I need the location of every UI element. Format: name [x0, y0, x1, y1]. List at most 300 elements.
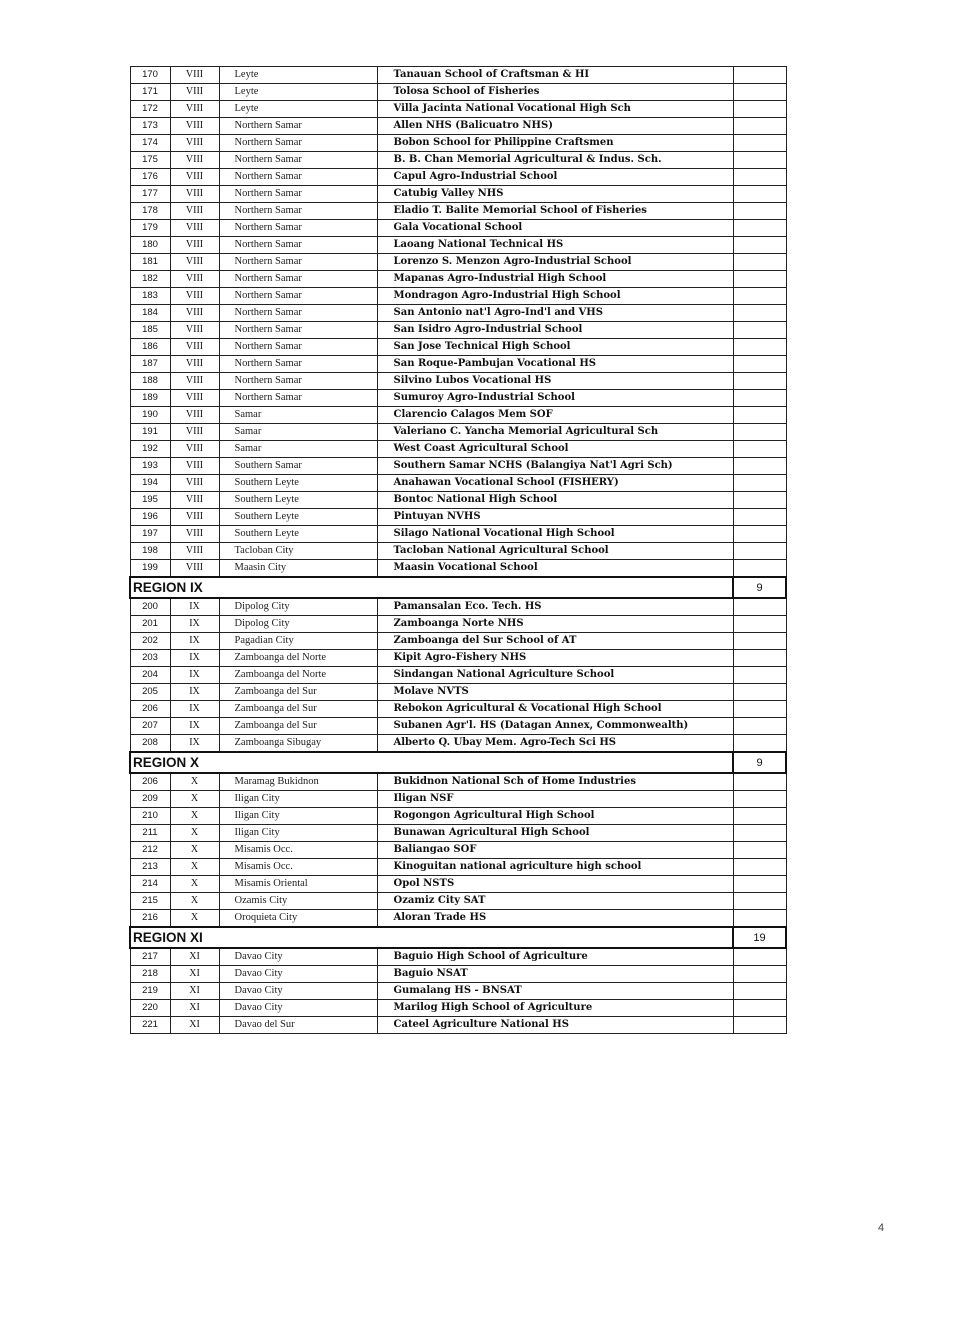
- table-row: [130, 254, 786, 271]
- remarks-cell: [733, 101, 786, 118]
- table-row: [130, 598, 786, 616]
- row-number: 200: [130, 598, 170, 616]
- table-row: [130, 735, 786, 753]
- row-number: 218: [130, 966, 170, 983]
- table-row: [130, 152, 786, 169]
- table-row: [130, 271, 786, 288]
- remarks-cell: [733, 322, 786, 339]
- school-name: Baguio High School of Agriculture: [377, 948, 733, 966]
- school-name: Kinoguitan national agriculture high school: [377, 859, 733, 876]
- row-number: 190: [130, 407, 170, 424]
- remarks-cell: [733, 135, 786, 152]
- region-code: VIII: [170, 152, 219, 169]
- row-number: 221: [130, 1017, 170, 1034]
- remarks-cell: [733, 67, 786, 84]
- table-row: [130, 948, 786, 966]
- division-name: Iligan City: [219, 791, 377, 808]
- row-number: 189: [130, 390, 170, 407]
- remarks-cell: [733, 237, 786, 254]
- row-number: 178: [130, 203, 170, 220]
- remarks-cell: [733, 339, 786, 356]
- table-row: [130, 101, 786, 118]
- remarks-cell: [733, 509, 786, 526]
- row-number: 220: [130, 1000, 170, 1017]
- remarks-cell: [733, 859, 786, 876]
- table-row: [130, 186, 786, 203]
- region-code: X: [170, 859, 219, 876]
- region-code: VIII: [170, 458, 219, 475]
- table-row: [130, 842, 786, 859]
- school-name: Eladio T. Balite Memorial School of Fisheries: [377, 203, 733, 220]
- division-name: Davao del Sur: [219, 1017, 377, 1034]
- division-name: Tacloban City: [219, 543, 377, 560]
- region-code: XI: [170, 983, 219, 1000]
- remarks-cell: [733, 560, 786, 578]
- table-row: [130, 526, 786, 543]
- row-number: 171: [130, 84, 170, 101]
- school-name: Laoang National Technical HS: [377, 237, 733, 254]
- remarks-cell: [733, 718, 786, 735]
- region-code: IX: [170, 616, 219, 633]
- region-code: VIII: [170, 186, 219, 203]
- table-row: [130, 118, 786, 135]
- remarks-cell: [733, 526, 786, 543]
- division-name: Northern Samar: [219, 288, 377, 305]
- table-row: [130, 876, 786, 893]
- remarks-cell: [733, 650, 786, 667]
- school-name: Silago National Vocational High School: [377, 526, 733, 543]
- row-number: 212: [130, 842, 170, 859]
- remarks-cell: [733, 842, 786, 859]
- school-name: Aloran Trade HS: [377, 910, 733, 928]
- row-number: 191: [130, 424, 170, 441]
- table-row: [130, 492, 786, 509]
- division-name: Leyte: [219, 101, 377, 118]
- division-name: Ozamis City: [219, 893, 377, 910]
- region-code: VIII: [170, 441, 219, 458]
- region-code: VIII: [170, 220, 219, 237]
- school-name: Gala Vocational School: [377, 220, 733, 237]
- row-number: 213: [130, 859, 170, 876]
- region-code: IX: [170, 598, 219, 616]
- school-name: Anahawan Vocational School (FISHERY): [377, 475, 733, 492]
- table-row: [130, 356, 786, 373]
- row-number: 181: [130, 254, 170, 271]
- remarks-cell: [733, 684, 786, 701]
- division-name: Zamboanga Sibugay: [219, 735, 377, 753]
- remarks-cell: [733, 84, 786, 101]
- row-number: 172: [130, 101, 170, 118]
- division-name: Northern Samar: [219, 305, 377, 322]
- region-code: VIII: [170, 543, 219, 560]
- row-number: 201: [130, 616, 170, 633]
- school-name: Opol NSTS: [377, 876, 733, 893]
- table-row: [130, 910, 786, 928]
- region-code: X: [170, 910, 219, 928]
- row-number: 216: [130, 910, 170, 928]
- school-name: West Coast Agricultural School: [377, 441, 733, 458]
- remarks-cell: [733, 373, 786, 390]
- row-number: 184: [130, 305, 170, 322]
- school-name: Capul Agro-Industrial School: [377, 169, 733, 186]
- region-code: IX: [170, 633, 219, 650]
- region-header-row: [130, 752, 786, 773]
- remarks-cell: [733, 735, 786, 753]
- region-code: VIII: [170, 560, 219, 578]
- region-code: VIII: [170, 135, 219, 152]
- region-school-count: 9: [733, 752, 786, 773]
- region-code: IX: [170, 667, 219, 684]
- row-number: 207: [130, 718, 170, 735]
- region-code: X: [170, 808, 219, 825]
- region-code: X: [170, 773, 219, 791]
- region-code: X: [170, 825, 219, 842]
- division-name: Southern Leyte: [219, 509, 377, 526]
- remarks-cell: [733, 1017, 786, 1034]
- region-header-row: [130, 927, 786, 948]
- division-name: Maasin City: [219, 560, 377, 578]
- region-code: VIII: [170, 237, 219, 254]
- division-name: Dipolog City: [219, 616, 377, 633]
- table-row: [130, 773, 786, 791]
- school-name: Maasin Vocational School: [377, 560, 733, 578]
- remarks-cell: [733, 616, 786, 633]
- division-name: Leyte: [219, 84, 377, 101]
- division-name: Pagadian City: [219, 633, 377, 650]
- remarks-cell: [733, 667, 786, 684]
- region-code: VIII: [170, 118, 219, 135]
- school-name: Baguio NSAT: [377, 966, 733, 983]
- division-name: Southern Samar: [219, 458, 377, 475]
- school-name: Catubig Valley NHS: [377, 186, 733, 203]
- division-name: Southern Leyte: [219, 492, 377, 509]
- row-number: 217: [130, 948, 170, 966]
- table-row: [130, 650, 786, 667]
- region-code: IX: [170, 718, 219, 735]
- division-name: Samar: [219, 441, 377, 458]
- row-number: 175: [130, 152, 170, 169]
- table-row: [130, 475, 786, 492]
- division-name: Misamis Occ.: [219, 859, 377, 876]
- division-name: Northern Samar: [219, 169, 377, 186]
- school-list-body: [130, 67, 786, 1034]
- region-code: XI: [170, 1000, 219, 1017]
- division-name: Northern Samar: [219, 152, 377, 169]
- region-code: VIII: [170, 407, 219, 424]
- school-name: Silvino Lubos Vocational HS: [377, 373, 733, 390]
- division-name: Northern Samar: [219, 220, 377, 237]
- region-code: XI: [170, 948, 219, 966]
- table-row: [130, 407, 786, 424]
- school-name: San Roque-Pambujan Vocational HS: [377, 356, 733, 373]
- table-row: [130, 633, 786, 650]
- table-row: [130, 220, 786, 237]
- remarks-cell: [733, 424, 786, 441]
- table-row: [130, 701, 786, 718]
- row-number: 185: [130, 322, 170, 339]
- table-row: [130, 1000, 786, 1017]
- region-code: VIII: [170, 322, 219, 339]
- school-name: Southern Samar NCHS (Balangiya Nat'l Agri Sch): [377, 458, 733, 475]
- region-code: IX: [170, 735, 219, 753]
- school-name: B. B. Chan Memorial Agricultural & Indus. Sch.: [377, 152, 733, 169]
- remarks-cell: [733, 598, 786, 616]
- region-code: VIII: [170, 475, 219, 492]
- school-name: Gumalang HS - BNSAT: [377, 983, 733, 1000]
- row-number: 170: [130, 67, 170, 84]
- table-row: [130, 893, 786, 910]
- region-code: VIII: [170, 492, 219, 509]
- region-code: X: [170, 842, 219, 859]
- school-name: San Isidro Agro-Industrial School: [377, 322, 733, 339]
- school-name: Marilog High School of Agriculture: [377, 1000, 733, 1017]
- row-number: 214: [130, 876, 170, 893]
- region-code: XI: [170, 966, 219, 983]
- region-code: IX: [170, 684, 219, 701]
- division-name: Dipolog City: [219, 598, 377, 616]
- remarks-cell: [733, 152, 786, 169]
- school-list-table: [129, 66, 787, 1034]
- table-row: [130, 791, 786, 808]
- region-code: X: [170, 893, 219, 910]
- table-row: [130, 288, 786, 305]
- table-row: [130, 390, 786, 407]
- table-row: [130, 373, 786, 390]
- remarks-cell: [733, 271, 786, 288]
- region-code: VIII: [170, 169, 219, 186]
- division-name: Zamboanga del Sur: [219, 701, 377, 718]
- school-name: Bukidnon National Sch of Home Industries: [377, 773, 733, 791]
- table-row: [130, 441, 786, 458]
- row-number: 204: [130, 667, 170, 684]
- region-code: X: [170, 791, 219, 808]
- table-row: [130, 322, 786, 339]
- division-name: Davao City: [219, 1000, 377, 1017]
- division-name: Northern Samar: [219, 373, 377, 390]
- division-name: Northern Samar: [219, 254, 377, 271]
- school-name: Mondragon Agro-Industrial High School: [377, 288, 733, 305]
- remarks-cell: [733, 633, 786, 650]
- division-name: Leyte: [219, 67, 377, 84]
- table-row: [130, 135, 786, 152]
- table-row: [130, 825, 786, 842]
- division-name: Northern Samar: [219, 356, 377, 373]
- table-row: [130, 237, 786, 254]
- table-row: [130, 983, 786, 1000]
- row-number: 197: [130, 526, 170, 543]
- region-code: VIII: [170, 67, 219, 84]
- division-name: Northern Samar: [219, 186, 377, 203]
- school-name: Tacloban National Agricultural School: [377, 543, 733, 560]
- row-number: 179: [130, 220, 170, 237]
- row-number: 174: [130, 135, 170, 152]
- table-row: [130, 424, 786, 441]
- region-code: VIII: [170, 390, 219, 407]
- division-name: Northern Samar: [219, 237, 377, 254]
- division-name: Southern Leyte: [219, 526, 377, 543]
- school-name: Mapanas Agro-Industrial High School: [377, 271, 733, 288]
- row-number: 205: [130, 684, 170, 701]
- remarks-cell: [733, 458, 786, 475]
- row-number: 194: [130, 475, 170, 492]
- region-code: VIII: [170, 254, 219, 271]
- region-code: XI: [170, 1017, 219, 1034]
- row-number: 206: [130, 701, 170, 718]
- remarks-cell: [733, 1000, 786, 1017]
- division-name: Misamis Occ.: [219, 842, 377, 859]
- table-row: [130, 339, 786, 356]
- division-name: Samar: [219, 407, 377, 424]
- school-name: Pintuyan NVHS: [377, 509, 733, 526]
- remarks-cell: [733, 876, 786, 893]
- school-name: Zamboanga Norte NHS: [377, 616, 733, 633]
- school-name: San Jose Technical High School: [377, 339, 733, 356]
- region-code: VIII: [170, 356, 219, 373]
- region-title: REGION X: [130, 752, 733, 773]
- remarks-cell: [733, 808, 786, 825]
- school-name: Rogongon Agricultural High School: [377, 808, 733, 825]
- region-school-count: 9: [733, 577, 786, 598]
- table-row: [130, 203, 786, 220]
- region-code: VIII: [170, 84, 219, 101]
- row-number: 203: [130, 650, 170, 667]
- table-row: [130, 1017, 786, 1034]
- division-name: Oroquieta City: [219, 910, 377, 928]
- division-name: Southern Leyte: [219, 475, 377, 492]
- division-name: Maramag Bukidnon: [219, 773, 377, 791]
- remarks-cell: [733, 543, 786, 560]
- remarks-cell: [733, 407, 786, 424]
- region-code: VIII: [170, 288, 219, 305]
- school-name: Bontoc National High School: [377, 492, 733, 509]
- division-name: Iligan City: [219, 808, 377, 825]
- school-name: Zamboanga del Sur School of AT: [377, 633, 733, 650]
- division-name: Misamis Oriental: [219, 876, 377, 893]
- table-row: [130, 808, 786, 825]
- school-name: Kipit Agro-Fishery NHS: [377, 650, 733, 667]
- school-name: Valeriano C. Yancha Memorial Agricultural Sch: [377, 424, 733, 441]
- remarks-cell: [733, 203, 786, 220]
- row-number: 206: [130, 773, 170, 791]
- row-number: 180: [130, 237, 170, 254]
- table-row: [130, 667, 786, 684]
- division-name: Davao City: [219, 966, 377, 983]
- row-number: 199: [130, 560, 170, 578]
- row-number: 198: [130, 543, 170, 560]
- row-number: 208: [130, 735, 170, 753]
- table-row: [130, 616, 786, 633]
- remarks-cell: [733, 773, 786, 791]
- remarks-cell: [733, 356, 786, 373]
- table-row: [130, 305, 786, 322]
- table-row: [130, 684, 786, 701]
- region-code: IX: [170, 650, 219, 667]
- school-name: Sumuroy Agro-Industrial School: [377, 390, 733, 407]
- region-code: VIII: [170, 271, 219, 288]
- school-name: Rebokon Agricultural & Vocational High School: [377, 701, 733, 718]
- region-code: X: [170, 876, 219, 893]
- school-name: Villa Jacinta National Vocational High Sch: [377, 101, 733, 118]
- remarks-cell: [733, 966, 786, 983]
- remarks-cell: [733, 186, 786, 203]
- row-number: 183: [130, 288, 170, 305]
- remarks-cell: [733, 893, 786, 910]
- remarks-cell: [733, 220, 786, 237]
- remarks-cell: [733, 169, 786, 186]
- row-number: 176: [130, 169, 170, 186]
- division-name: Zamboanga del Norte: [219, 650, 377, 667]
- remarks-cell: [733, 492, 786, 509]
- school-name: San Antonio nat'l Agro-Ind'l and VHS: [377, 305, 733, 322]
- school-name: Lorenzo S. Menzon Agro-Industrial School: [377, 254, 733, 271]
- school-name: Tolosa School of Fisheries: [377, 84, 733, 101]
- table-row: [130, 560, 786, 578]
- region-code: VIII: [170, 373, 219, 390]
- row-number: 177: [130, 186, 170, 203]
- division-name: Northern Samar: [219, 339, 377, 356]
- school-name: Subanen Agr'l. HS (Datagan Annex, Commonwealth): [377, 718, 733, 735]
- region-code: VIII: [170, 305, 219, 322]
- remarks-cell: [733, 254, 786, 271]
- row-number: 195: [130, 492, 170, 509]
- row-number: 210: [130, 808, 170, 825]
- division-name: Zamboanga del Sur: [219, 684, 377, 701]
- region-title: REGION IX: [130, 577, 733, 598]
- table-row: [130, 718, 786, 735]
- remarks-cell: [733, 825, 786, 842]
- remarks-cell: [733, 118, 786, 135]
- division-name: Northern Samar: [219, 135, 377, 152]
- row-number: 186: [130, 339, 170, 356]
- remarks-cell: [733, 475, 786, 492]
- school-name: Bunawan Agricultural High School: [377, 825, 733, 842]
- table-row: [130, 84, 786, 101]
- region-code: VIII: [170, 203, 219, 220]
- school-name: Baliangao SOF: [377, 842, 733, 859]
- row-number: 173: [130, 118, 170, 135]
- table-row: [130, 67, 786, 84]
- school-name: Cateel Agriculture National HS: [377, 1017, 733, 1034]
- remarks-cell: [733, 441, 786, 458]
- table-row: [130, 458, 786, 475]
- row-number: 192: [130, 441, 170, 458]
- region-school-count: 19: [733, 927, 786, 948]
- table-row: [130, 543, 786, 560]
- row-number: 193: [130, 458, 170, 475]
- region-code: VIII: [170, 424, 219, 441]
- remarks-cell: [733, 948, 786, 966]
- division-name: Zamboanga del Sur: [219, 718, 377, 735]
- row-number: 219: [130, 983, 170, 1000]
- table-row: [130, 169, 786, 186]
- division-name: Northern Samar: [219, 118, 377, 135]
- row-number: 188: [130, 373, 170, 390]
- page-number: 4: [878, 1222, 885, 1234]
- row-number: 202: [130, 633, 170, 650]
- division-name: Davao City: [219, 948, 377, 966]
- row-number: 196: [130, 509, 170, 526]
- remarks-cell: [733, 701, 786, 718]
- school-name: Tanauan School of Craftsman & HI: [377, 67, 733, 84]
- region-code: VIII: [170, 339, 219, 356]
- school-name: Molave NVTS: [377, 684, 733, 701]
- region-header-row: [130, 577, 786, 598]
- remarks-cell: [733, 791, 786, 808]
- row-number: 182: [130, 271, 170, 288]
- school-name: Bobon School for Philippine Craftsmen: [377, 135, 733, 152]
- table-row: [130, 966, 786, 983]
- region-code: VIII: [170, 101, 219, 118]
